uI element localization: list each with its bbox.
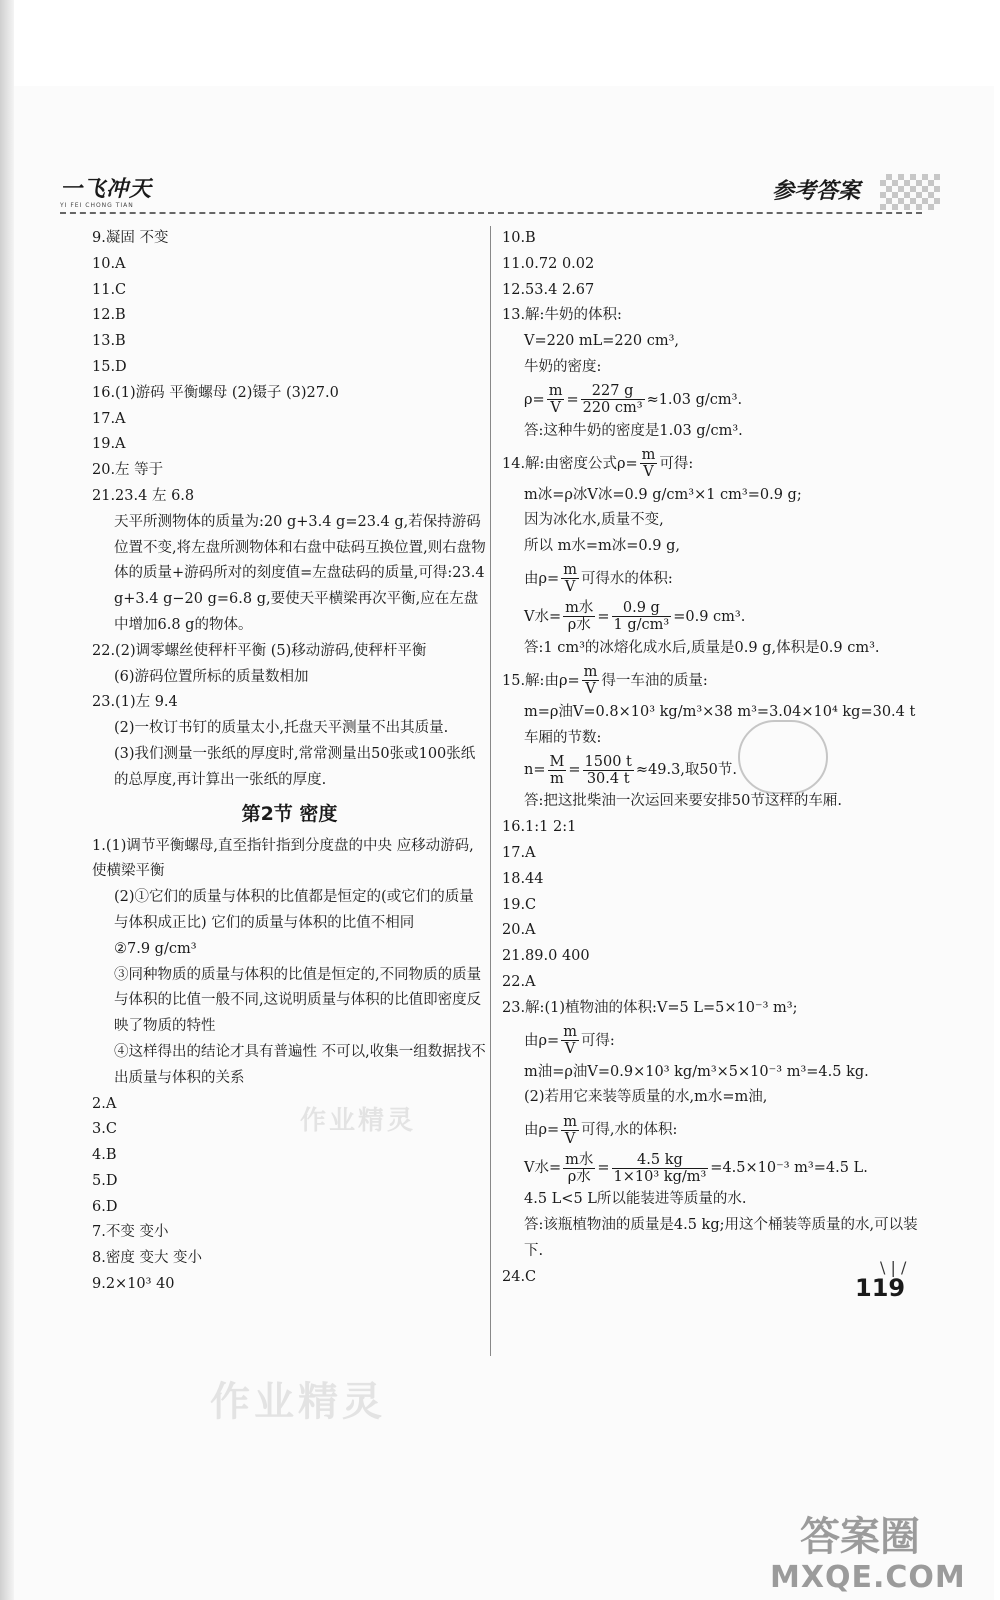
- answer-line: 18.44: [502, 870, 544, 887]
- answer-line: 21.23.4 左 6.8: [92, 487, 195, 504]
- answer-line: 17.A: [92, 410, 126, 427]
- answer-line: m冰=ρ冰V冰=0.9 g/cm³×1 cm³=0.9 g;: [524, 486, 802, 503]
- page-header: [60, 168, 940, 216]
- answer-paragraph: ③同种物质的质量与体积的比值是恒定的,不同物质的质量与体积的比值一般不同,这说明质量与体积的比值即密度反映了物质的特性: [114, 966, 482, 1035]
- fraction: $\frac{m}{V}$: [563, 1113, 577, 1147]
- answer-line: 10.A: [92, 255, 126, 272]
- sunburst-icon: \ | /: [880, 1258, 907, 1277]
- fraction: $\frac{m}{V}$: [641, 447, 656, 481]
- answer-paragraph: 天平所测物体的质量为:20 g+3.4 g=23.4 g,若保持游码位置不变,将左盘所测物体和右盘中砝码互换位置,则右盘物体的质量+游码所对的刻度值=左盘砝码的质量,可得:23.4 g+3.4 g−20 g=6.8 g,要使天平横梁再次平衡,应在左盘中增加6.8 g的物体。: [114, 513, 486, 633]
- answer-line: 答:1 cm³的冰熔化成水后,质量是0.9 g,体积是0.9 cm³.: [524, 639, 880, 656]
- fraction: $\frac{227 g}{\text{220 cm³}}$: [582, 383, 643, 417]
- fraction: $\frac{\text{m水}}{\text{ρ水}}$: [565, 600, 594, 634]
- answer-line: 23.(1)左 9.4: [92, 694, 178, 711]
- answer-line: 牛奶的密度:: [524, 358, 602, 375]
- answer-line: 11.C: [92, 281, 127, 298]
- answer-line: 11.0.72 0.02: [502, 255, 595, 272]
- checker-decoration-icon: [880, 174, 940, 210]
- answer-paragraph: ④这样得出的结论才具有普遍性 不可以,收集一组数据找不出质量与体积的关系: [114, 1043, 486, 1086]
- answer-line: 17.A: [502, 844, 536, 861]
- answer-line: 16.(1)游码 平衡螺母 (2)镊子 (3)27.0: [92, 384, 339, 401]
- answer-line: 16.1:1 2:1: [502, 819, 577, 836]
- fraction: $\frac{m}{V}$: [583, 664, 598, 698]
- answer-line: 5.D: [92, 1172, 118, 1189]
- watermark-url: MXQE.COM: [770, 1560, 966, 1595]
- answer-line: 7.不变 变小: [92, 1224, 169, 1241]
- answer-line: 13.B: [92, 333, 126, 350]
- answer-title: 参考答案: [771, 178, 860, 204]
- answer-line: 9.2×10³ 40: [92, 1276, 175, 1293]
- answer-line: 22.A: [502, 973, 536, 990]
- answer-paragraph: (2)①它们的质量与体积的比值都是恒定的(或它们的质量与体积成正比) 它们的质量与体积的比值不相同: [114, 889, 474, 931]
- answer-line: 9.凝固 不变: [92, 230, 169, 246]
- fraction: $\frac{4.5 kg}{\text{1×10³ kg/m³}}$: [613, 1151, 707, 1185]
- answer-line: 13.解:牛奶的体积:: [502, 307, 622, 324]
- answer-line: 3.C: [92, 1121, 117, 1138]
- answer-paragraph: (2)一枚订书钉的质量太小,托盘天平测量不出其质量.: [114, 720, 449, 737]
- faded-stamp-icon: [738, 720, 828, 794]
- answer-line: 所以 m水=m冰=0.9 g,: [524, 538, 680, 555]
- fraction: $\frac{m}{V}$: [563, 562, 577, 596]
- watermark: 作业精灵: [210, 1379, 386, 1425]
- answer-line: 22.(2)调零螺丝使秤杆平衡 (5)移动游码,使秤杆平衡: [92, 642, 427, 659]
- formula-line: 由ρ= $\frac{m}{V}$ 可得:: [524, 1024, 615, 1058]
- brand-subtitle: YI FEI CHONG TIAN: [60, 202, 134, 209]
- answer-line: 12.B: [92, 307, 126, 324]
- formula-line: 14.解:由密度公式ρ= $\frac{m}{V}$ 可得:: [502, 447, 694, 481]
- fraction: $\frac{0.9 g}{\text{1 g/cm³}}$: [613, 600, 670, 634]
- answer-line: 20.A: [502, 922, 536, 939]
- answer-line: ②7.9 g/cm³: [114, 940, 197, 957]
- answer-line: 2.A: [92, 1095, 117, 1112]
- formula-line: ρ= $\frac{m}{V}$ = $\frac{227 g}{\text{220 cm³}}$ ≈1.03 g/cm³.: [524, 383, 743, 417]
- right-column: [502, 226, 922, 1290]
- column-divider: [490, 226, 491, 1356]
- answer-line: V=220 mL=220 cm³,: [524, 333, 680, 350]
- brand-logo: 一飞冲天: [60, 177, 153, 202]
- answer-line: 20.左 等于: [92, 462, 164, 479]
- scan-edge: [0, 0, 14, 1600]
- answer-line: 19.C: [502, 896, 537, 913]
- answer-paragraph: m=ρ油V=0.8×10³ kg/m³×38 m³=3.04×10⁴ kg=30.4 t: [524, 703, 916, 720]
- answer-line: 答:把这批柴油一次运回来要安排50节这样的车厢.: [524, 793, 842, 810]
- fraction: $\frac{m}{V}$: [563, 1024, 577, 1058]
- formula-line: 15.解:由ρ= $\frac{m}{V}$ 得一车油的质量:: [502, 664, 708, 698]
- answer-line: 21.89.0 400: [502, 948, 590, 965]
- answer-line: 车厢的节数:: [524, 729, 602, 746]
- answer-line: 4.B: [92, 1147, 117, 1164]
- answer-line: 8.密度 变大 变小: [92, 1250, 203, 1267]
- answer-line: 19.A: [92, 436, 126, 453]
- answer-line: 答:这种牛奶的密度是1.03 g/cm³.: [524, 422, 743, 439]
- answer-line: 10.B: [502, 230, 536, 246]
- answer-line: (6)游码位置所标的质量数相加: [114, 668, 309, 685]
- formula-line: 由ρ= $\frac{m}{V}$ 可得,水的体积:: [524, 1113, 678, 1147]
- answer-paragraph: 1.(1)调节平衡螺母,直至指针指到分度盘的中央 应移动游码,使横梁平衡: [92, 837, 474, 880]
- answer-paragraph: 答:该瓶植物油的质量是4.5 kg;用这个桶装等质量的水,可以装下.: [524, 1216, 918, 1259]
- answer-line: m油=ρ油V=0.9×10³ kg/m³×5×10⁻³ m³=4.5 kg.: [524, 1063, 869, 1080]
- page-number: 119: [855, 1274, 906, 1302]
- formula-line: 由ρ= $\frac{m}{V}$ 可得水的体积:: [524, 562, 673, 596]
- header-rule: [60, 212, 922, 214]
- answer-line: (2)若用它来装等质量的水,m水=m油,: [524, 1089, 768, 1106]
- watermark-logo: 答案圈: [800, 1514, 920, 1560]
- answer-line: 因为冰化水,质量不变,: [524, 512, 664, 529]
- answer-line: 4.5 L<5 L所以能装进等质量的水.: [524, 1191, 747, 1208]
- formula-line: n= $\frac{M}{m}$ = $\frac{1500 t}{30.4 t}$ ≈49.3,取50节.: [524, 753, 737, 787]
- left-column: [92, 226, 487, 1298]
- formula-line: V水= $\frac{\text{m水}}{\text{ρ水}}$ = $\frac{0.9 g}{\text{1 g/cm³}}$ =0.9 cm³.: [524, 600, 746, 634]
- answer-line: 12.53.4 2.67: [502, 281, 595, 298]
- answer-line: 6.D: [92, 1198, 118, 1215]
- fraction: $\frac{\text{m水}}{\text{ρ水}}$: [565, 1151, 594, 1185]
- formula-line: V水= $\frac{\text{m水}}{\text{ρ水}}$ = $\frac{4.5 kg}{\text{1×10³ kg/m³}}$ =4.5×10⁻³ m³=4.5 L.: [524, 1151, 868, 1185]
- fraction: $\frac{1500 t}{30.4 t}$: [584, 753, 632, 787]
- answer-paragraph: (3)我们测量一张纸的厚度时,常常测量出50张或100张纸的总厚度,再计算出一张纸的厚度.: [114, 745, 476, 788]
- answer-line: 23.解:(1)植物油的体积:V=5 L=5×10⁻³ m³;: [502, 999, 798, 1016]
- fraction: $\frac{M}{m}$: [549, 753, 565, 787]
- answer-line: 24.C: [502, 1268, 537, 1285]
- answer-line: 15.D: [92, 358, 127, 375]
- fraction: $\frac{m}{V}$: [548, 383, 563, 417]
- section-title: 第2节 密度: [241, 802, 338, 825]
- watermark: 作业精灵: [300, 1106, 417, 1136]
